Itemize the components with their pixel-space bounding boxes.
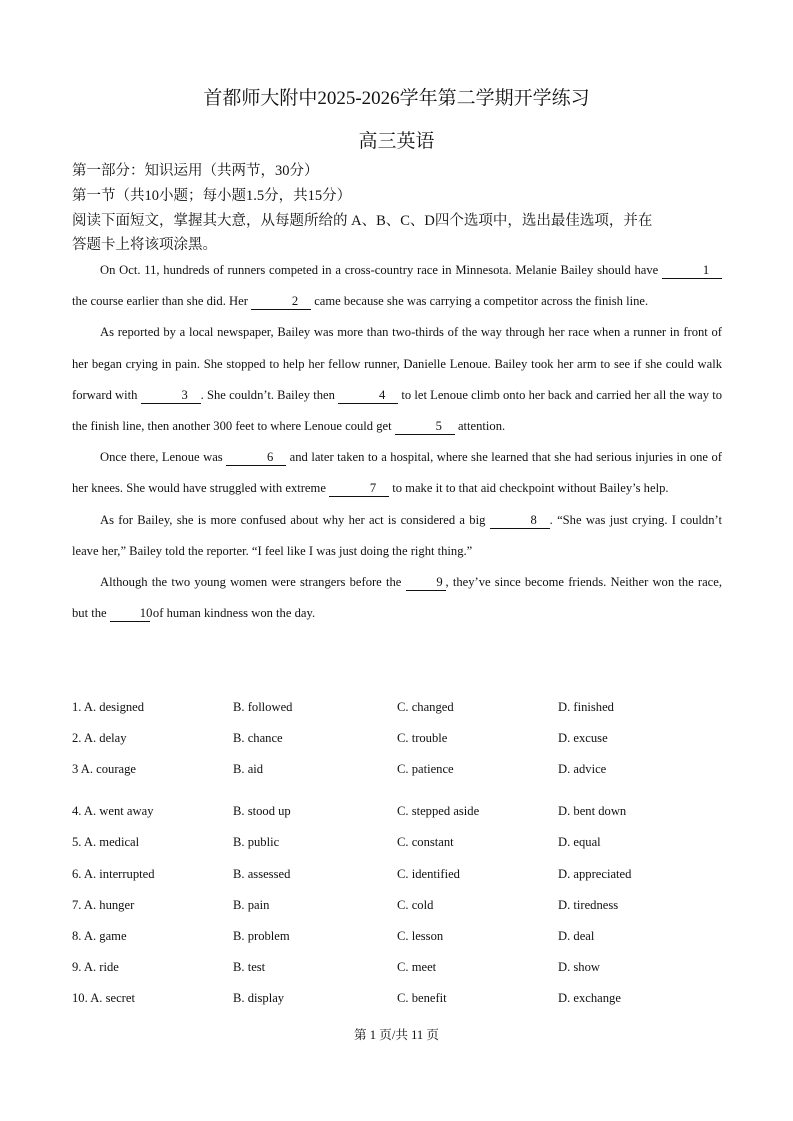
- option-c: C. constant: [397, 835, 454, 849]
- option-b: B. followed: [233, 700, 293, 714]
- exam-subtitle: 高三英语: [358, 131, 435, 152]
- option-c: C. trouble: [397, 731, 448, 745]
- option-b: B. problem: [233, 929, 290, 943]
- option-a: 4. A. went away: [72, 804, 154, 818]
- option-row: [72, 835, 732, 855]
- option-d: D. finished: [558, 700, 614, 714]
- option-a: 10. A. secret: [72, 991, 135, 1005]
- option-a: 1. A. designed: [72, 700, 145, 714]
- option-row: [72, 867, 732, 887]
- option-a: 6. A. interrupted: [72, 867, 155, 881]
- option-a: 3 A. courage: [72, 762, 136, 776]
- passage-paragraph-5: Although the two young women were strangers before the 9 , they’ve since become friends. Neither won the race, but the 10 of human kindness won the day.: [72, 575, 722, 621]
- option-c: C. meet: [397, 960, 437, 974]
- option-row: [72, 960, 732, 980]
- option-row: [72, 731, 732, 751]
- option-b: B. chance: [233, 731, 283, 745]
- instruction-line-2: 答题卡上将该项涂黑。: [72, 237, 217, 253]
- option-row: [72, 991, 732, 1011]
- subsection-heading: 第一节（共10小题；每小题1.5分，共15分）: [72, 188, 352, 204]
- option-a: 9. A. ride: [72, 960, 119, 974]
- cloze-passage: [72, 255, 722, 629]
- option-d: D. exchange: [558, 991, 621, 1005]
- option-b: B. stood up: [233, 804, 291, 818]
- option-b: B. test: [233, 960, 266, 974]
- option-c: C. benefit: [397, 991, 447, 1005]
- option-d: D. bent down: [558, 804, 627, 818]
- blank-6: 6: [226, 450, 286, 466]
- blank-5: 5: [395, 419, 455, 435]
- option-d: D. tiredness: [558, 898, 619, 912]
- blank-10: 10: [110, 606, 150, 622]
- option-b: B. aid: [233, 762, 264, 776]
- option-c: C. changed: [397, 700, 454, 714]
- passage-paragraph-1: On Oct. 11, hundreds of runners competed in a cross-country race in Minnesota. Melanie Bailey should have 1 the course earlier than she did. Her 2 came because she was carrying a competitor across the finish line.: [72, 255, 722, 317]
- blank-3: 3: [141, 388, 201, 404]
- option-c: C. cold: [397, 898, 434, 912]
- option-a: 2. A. delay: [72, 731, 127, 745]
- option-row: [72, 700, 732, 720]
- blank-2: 2: [251, 294, 311, 310]
- blank-9: 9: [406, 575, 446, 591]
- option-b: B. public: [233, 835, 280, 849]
- blank-1: 1: [662, 263, 722, 279]
- option-row: [72, 929, 732, 949]
- option-d: D. show: [558, 960, 600, 974]
- option-d: D. excuse: [558, 731, 608, 745]
- option-a: 7. A. hunger: [72, 898, 135, 912]
- blank-7: 7: [329, 481, 389, 497]
- exam-title: 首都师大附中2025-2026学年第二学期开学练习: [203, 88, 590, 109]
- option-row: [72, 804, 732, 824]
- option-b: B. assessed: [233, 867, 291, 881]
- option-d: D. advice: [558, 762, 607, 776]
- option-row: [72, 762, 732, 782]
- option-d: D. equal: [558, 835, 601, 849]
- option-d: D. appreciated: [558, 867, 632, 881]
- option-c: C. identified: [397, 867, 460, 881]
- blank-8: 8: [490, 513, 550, 529]
- passage-paragraph-3: Once there, Lenoue was 6 and later taken to a hospital, where she learned that she had serious injuries in one of her knees. She would have struggled with extreme 7 to make it to that aid checkpoint without Bailey’s help.: [72, 450, 722, 496]
- passage-paragraph-4: As for Bailey, she is more confused about why her act is considered a big 8 . “She was just crying. I couldn’t leave her,” Bailey told the reporter. “I feel like I was just doing the right thing.”: [72, 512, 722, 558]
- option-a: 5. A. medical: [72, 835, 140, 849]
- option-row: [72, 898, 732, 918]
- page-footer: 第 1 页/共 11 页: [354, 1028, 439, 1042]
- passage-paragraph-2: As reported by a local newspaper, Bailey was more than two-thirds of the way through her race when a runner in front of her began crying in pain. She stopped to help her fellow runner, Danielle Lenoue. Bailey took her arm to see if she could walk forward with 3 . She couldn’t. Bailey then 4 to let Lenoue climb onto her back and carried her all the way to the finish line, then another 300 feet to where Lenoue could get 5 attention.: [72, 325, 722, 434]
- blank-4: 4: [338, 388, 398, 404]
- option-d: D. deal: [558, 929, 595, 943]
- instruction-line-1: 阅读下面短文，掌握其大意，从每题所给的 A、B、C、D四个选项中，选出最佳选项，并在: [72, 213, 653, 229]
- option-a: 8. A. game: [72, 929, 127, 943]
- option-b: B. pain: [233, 898, 270, 912]
- option-c: C. lesson: [397, 929, 444, 943]
- option-c: C. patience: [397, 762, 454, 776]
- section-part-heading: 第一部分：知识运用（共两节，30分）: [72, 163, 319, 179]
- option-b: B. display: [233, 991, 285, 1005]
- option-c: C. stepped aside: [397, 804, 480, 818]
